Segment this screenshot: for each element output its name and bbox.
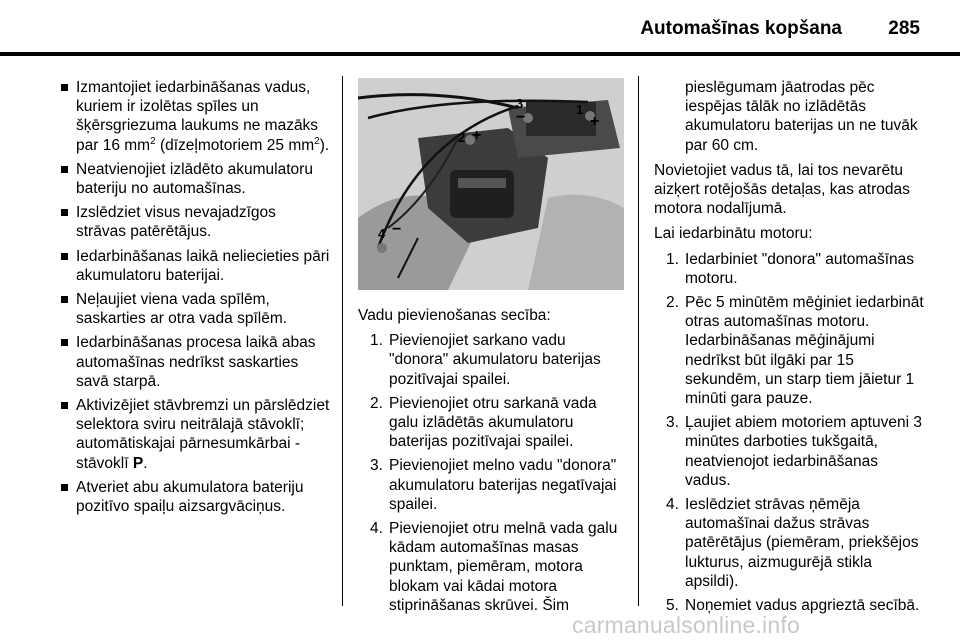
- list-item: Aktivizējiet stāvbremzi un pārslēdziet selektora sviru neitrālajā stāvoklī; automātiskajai pārnesumkārbai - stāvoklī P.: [60, 396, 330, 473]
- minus-marker-4: −: [392, 221, 402, 238]
- page-header: [0, 0, 960, 52]
- list-item: Iedarbināšanas laikā neliecieties pāri akumulatoru baterijai.: [60, 247, 330, 285]
- list-item: Neļaujiet viena vada spīlēm, saskarties ar otra vada spīlēm.: [60, 290, 330, 328]
- callout-2: 2: [458, 130, 466, 145]
- list-item: 4. Ieslēdziet strāvas ņēmēja automašīnai dažus strāvas patērētājus (piemēram, priekšējos lukturus, aizmugurējā stikla apsildi).: [666, 496, 919, 590]
- callout-4: 4: [378, 226, 386, 241]
- list-item: 1. Pievienojiet sarkano vadu "donora" akumulatoru baterijas pozitīvajai spailei.: [370, 332, 601, 388]
- column-divider-1: [342, 76, 343, 606]
- list-item: Atveriet abu akumulatora bateriju pozitīvo spaiļu aizsargvāciņus.: [60, 478, 330, 516]
- connection-steps: [358, 331, 624, 615]
- list-item: Izmantojiet iedarbināšanas vadus, kuriem ir izolētas spīles un šķērsgriezuma laukums ne mazāks par 16 $mm^2$ (dīzeļmotoriem 25 $mm^2$).: [60, 78, 330, 155]
- page-title: Automašīnas kopšana: [640, 18, 842, 39]
- watermark: carmanualsonline.info: [572, 612, 800, 638]
- left-column: [60, 78, 330, 521]
- list-item: 2. Pēc 5 minūtēm mēģiniet iedarbināt otras automašīnas motoru. Iedarbināšanas mēģinājumi nedrīkst būt ilgāki par 15 sekundēm, un starp tiem jāietur 1 minūti gara pauze.: [666, 294, 924, 408]
- header-rule: [0, 52, 960, 56]
- list-item: 2. Pievienojiet otru sarkanā vada galu izlādētās akumulatoru baterijas pozitīvajai spailei.: [370, 394, 597, 451]
- callout-1: 1: [576, 102, 584, 117]
- starting-steps: [654, 250, 924, 616]
- right-column: [654, 78, 924, 620]
- plus-marker-2: +: [472, 127, 482, 144]
- minus-marker-3: −: [516, 109, 526, 126]
- list-item: Izslēdziet visus nevajadzīgos strāvas patērētājus.: [60, 203, 330, 241]
- step-continuation: pieslēgumam jāatrodas pēc iespējas tālāk no izlādētās akumulatoru baterijas un ne tuvāk par 60 cm.: [685, 79, 918, 154]
- list-item: Neatvienojiet izlādēto akumulatoru bateriju no automašīnas.: [60, 160, 330, 198]
- start-engine-heading: Lai iedarbinātu motoru:: [654, 225, 813, 243]
- callout-3: 3: [516, 96, 524, 111]
- plus-marker-1: +: [590, 113, 600, 130]
- list-item: Iedarbināšanas procesa laikā abas automašīnas nedrīkst saskarties savā starpā.: [60, 333, 330, 391]
- engine-bay-illustration: [358, 78, 624, 290]
- list-item: 3. Pievienojiet melno vadu "donora" akumulatoru baterijas negatīvajai spailei.: [370, 457, 617, 513]
- list-item: 3. Ļaujiet abiem motoriem aptuveni 3 minūtes darboties tukšgaitā, neatvienojot iedarbināšanas vadus.: [666, 414, 922, 489]
- engine-bay-image: [358, 78, 624, 290]
- list-item: 5. Noņemiet vadus apgrieztā secībā.: [666, 597, 920, 615]
- precaution-list: [60, 78, 330, 516]
- connection-order-heading: Vadu pievienošanas secība:: [358, 307, 551, 324]
- middle-column: [358, 78, 624, 620]
- list-item: 1. Iedarbiniet "donora" automašīnas motoru.: [666, 250, 915, 287]
- page-number: 285: [888, 18, 920, 39]
- list-item: 4. Pievienojiet otru melnā vada galu kādam automašīnas masas punktam, piemēram, motora blokam vai kādai motora stiprināšanas skrūvei. Šim: [370, 520, 618, 614]
- column-divider-2: [638, 76, 639, 606]
- routing-paragraph: Novietojiet vadus tā, lai tos nevarētu aizķert rotējošās detaļas, kas atrodas motora nodalījumā.: [654, 161, 910, 218]
